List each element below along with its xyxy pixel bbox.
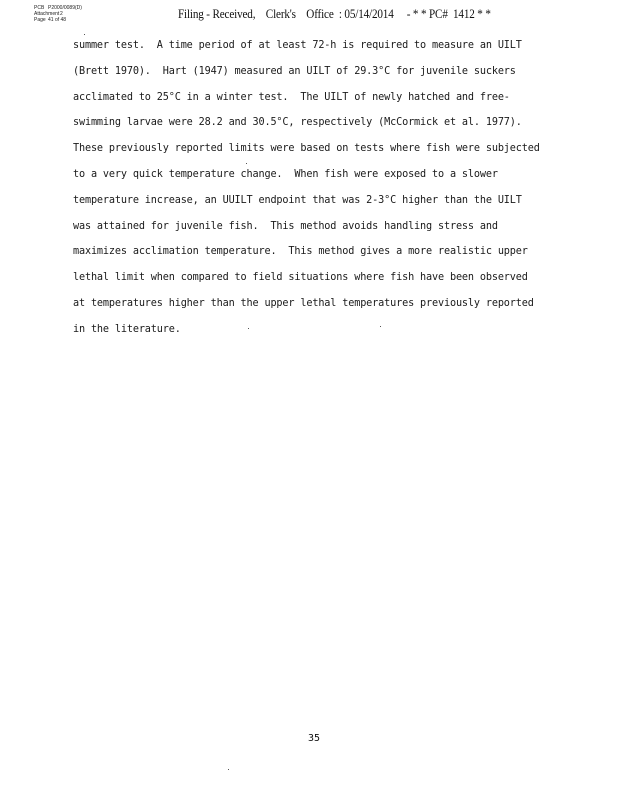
stamp-row-page xyxy=(34,17,82,23)
page-number: 35 xyxy=(308,733,321,744)
text-line: acclimated to 25°C in a winter test. The UILT of newly hatched and free- xyxy=(73,91,510,103)
text-line: in the literature. xyxy=(73,323,181,335)
stamp-value: 41 of 48 xyxy=(48,17,67,23)
scan-speck xyxy=(84,34,85,35)
text-line: (Brett 1970). Hart (1947) measured an UILT of 29.3°C for juvenile suckers xyxy=(73,65,516,77)
stamp-key: Attachment xyxy=(34,11,60,17)
text-line: at temperatures higher than the upper lethal temperatures previously reported xyxy=(73,297,534,309)
stamp-key: PCB xyxy=(34,5,45,11)
scan-speck xyxy=(248,328,249,329)
text-line: lethal limit when compared to field situations where fish have been observed xyxy=(73,272,528,284)
text-line: was attained for juvenile fish. This method avoids handling stress and xyxy=(73,220,498,232)
stamp-value: 2 xyxy=(60,11,63,17)
stamp-value: P2000/0089(D) xyxy=(48,5,82,11)
text-line: These previously reported limits were based on tests where fish were subjected xyxy=(73,143,540,155)
scan-speck xyxy=(380,326,381,327)
document-stamp xyxy=(34,5,82,23)
text-line: summer test. A time period of at least 72-h is required to measure an UILT xyxy=(73,40,522,51)
body-paragraph xyxy=(73,39,573,349)
text-line: swimming larvae were 28.2 and 30.5°C, respectively (McCormick et al. 1977). xyxy=(73,117,522,129)
stamp-key: Page xyxy=(34,17,46,23)
text-line: to a very quick temperature change. When fish were exposed to a slower xyxy=(73,168,498,180)
text-line: temperature increase, an UUILT endpoint that was 2-3°C higher than the UILT xyxy=(73,194,522,206)
scan-speck xyxy=(246,163,247,164)
scan-speck xyxy=(228,769,229,770)
text-line: maximizes acclimation temperature. This method gives a more realistic upper xyxy=(73,246,528,258)
filing-header: Filing - Received, Clerk's Office : 05/14/2014 - * * PC# 1412 * * xyxy=(178,6,491,21)
